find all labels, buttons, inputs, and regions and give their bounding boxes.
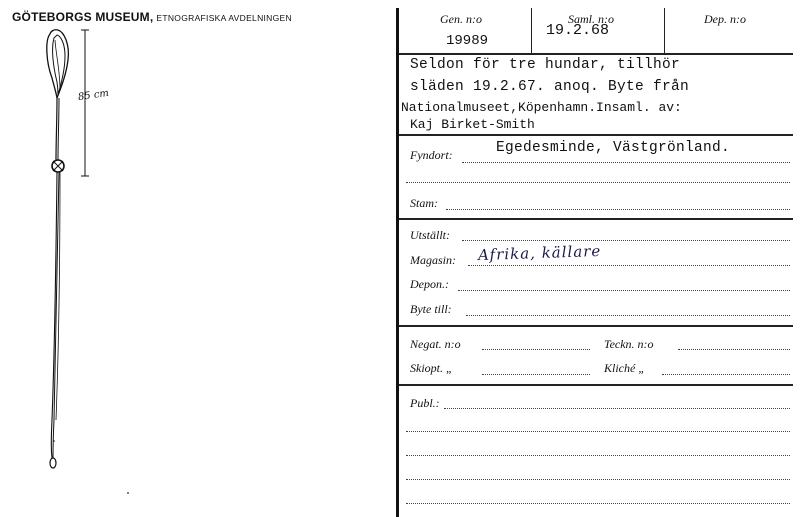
dotted-line: [466, 315, 790, 316]
header-rule: [399, 53, 793, 55]
fyndort-value: Egedesminde, Västgrönland.: [496, 140, 731, 156]
negat-label: Negat. n:o: [410, 337, 461, 351]
gen-number-value: 19989: [446, 33, 489, 49]
header-divider: [531, 8, 532, 53]
stam-label: Stam:: [410, 196, 438, 210]
card-left-rule: [396, 8, 399, 517]
gen-number-label: Gen. n:o: [440, 12, 482, 26]
dotted-line: [662, 374, 790, 375]
section-rule: [399, 134, 793, 136]
saml-number-label: Saml. n:o: [568, 12, 614, 26]
fyndort-label: Fyndort:: [410, 148, 453, 162]
magasin-label: Magasin:: [410, 253, 456, 267]
saml-number-value: 19.2.68: [546, 22, 610, 39]
dotted-line: [406, 479, 790, 480]
dotted-line: [406, 455, 790, 456]
dotted-line: [462, 162, 790, 163]
description-line: släden 19.2.67. anoq. Byte från: [410, 79, 690, 95]
section-rule: [399, 218, 793, 220]
teckn-label: Teckn. n:o: [604, 337, 654, 351]
dotted-line: [482, 349, 590, 350]
dotted-line: [678, 349, 790, 350]
catalog-card: [396, 0, 800, 517]
dep-number-label: Dep. n:o: [704, 12, 746, 26]
depon-label: Depon.:: [410, 277, 449, 291]
description-line: Seldon för tre hundar, tillhör: [410, 57, 681, 73]
byte-till-label: Byte till:: [410, 302, 452, 316]
dotted-line: [444, 408, 790, 409]
dotted-line: [468, 265, 790, 266]
dotted-line: [406, 182, 790, 183]
dotted-line: [406, 431, 790, 432]
header-divider: [664, 8, 665, 53]
description-line: Kaj Birket-Smith: [410, 117, 535, 132]
publ-label: Publ.:: [410, 396, 440, 410]
object-drawing-panel: [0, 0, 396, 517]
description-line: Nationalmuseet,Köpenhamn.Insaml. av:: [401, 100, 682, 115]
dotted-line: [462, 240, 790, 241]
harness-drawing: [0, 0, 396, 517]
section-rule: [399, 325, 793, 327]
section-rule: [399, 384, 793, 386]
department-name: ETNOGRAFISKA AVDELNINGEN: [156, 13, 292, 23]
dotted-line: [446, 209, 790, 210]
dotted-line: [482, 374, 590, 375]
dimension-label: 85 cm: [77, 87, 110, 104]
dotted-line: [458, 290, 790, 291]
utstallt-label: Utställt:: [410, 228, 451, 242]
dotted-line: [406, 503, 790, 504]
skiopt-label: Skiopt. „: [410, 361, 453, 375]
magasin-value: Afrika, källare: [477, 241, 602, 265]
kliche-label: Kliché „: [604, 361, 645, 375]
museum-name: GÖTEBORGS MUSEUM,: [12, 10, 154, 24]
